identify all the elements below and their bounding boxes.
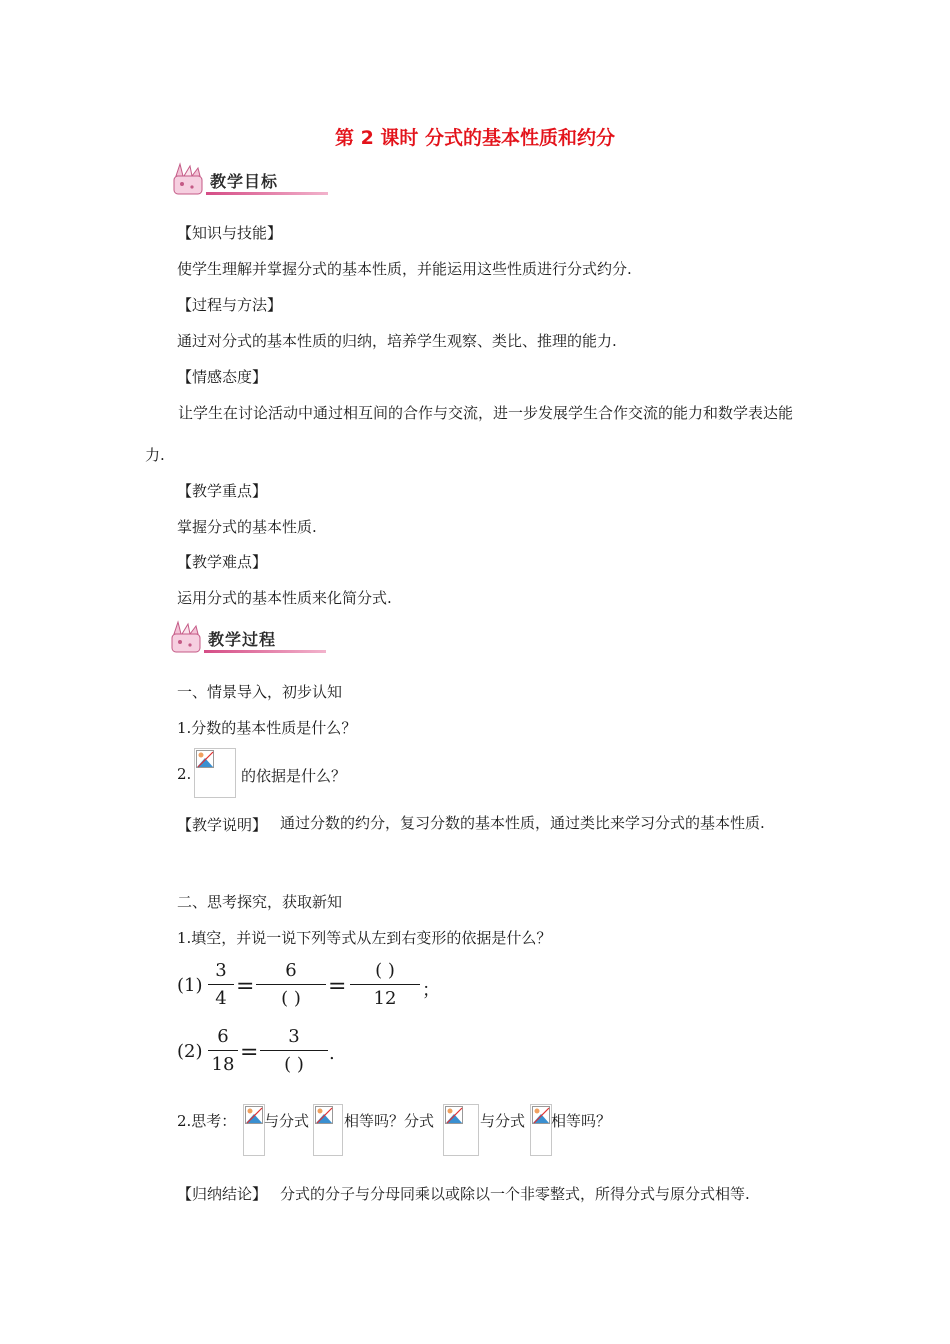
broken-image-icon xyxy=(443,1104,479,1156)
section-banner-process xyxy=(168,620,328,656)
equation-2-label: (2) xyxy=(177,1041,203,1062)
fraction xyxy=(260,1026,328,1075)
paragraph-method: 通过对分式的基本性质的归纳，培养学生观察、类比、推理的能力. xyxy=(177,332,617,350)
question-4-text-c: 与分式 xyxy=(480,1112,526,1130)
section-banner-goals xyxy=(170,162,330,198)
banner-label: 教学目标 xyxy=(210,172,279,191)
section-2-heading: 二、思考探究，获取新知 xyxy=(177,893,343,911)
page-title: 第 2 课时 分式的基本性质和约分 xyxy=(334,127,616,149)
numerator: ( ) xyxy=(375,960,395,981)
numerator: 6 xyxy=(285,960,297,981)
heading-attitude: 【情感态度】 xyxy=(177,368,268,386)
paragraph-attitude: 让学生在讨论活动中通过相互间的合作与交流，进一步发展学生合作交流的能力和数学表达能力. xyxy=(145,404,794,464)
teaching-note-label: 【教学说明】 xyxy=(177,816,268,834)
banner-underline xyxy=(204,650,326,653)
broken-image-icon xyxy=(243,1104,265,1156)
equation-2-end: . xyxy=(329,1043,335,1064)
numerator: 3 xyxy=(215,960,227,981)
broken-image-icon xyxy=(313,1104,343,1156)
question-1: 1.分数的基本性质是什么？ xyxy=(177,719,357,737)
equals-sign: = xyxy=(328,974,347,999)
question-4-text-a: 与分式 xyxy=(264,1112,310,1130)
paragraph-key-point: 掌握分式的基本性质. xyxy=(177,518,317,536)
fraction xyxy=(208,1026,238,1075)
heading-method: 【过程与方法】 xyxy=(177,296,283,314)
question-2-suffix: 的依据是什么？ xyxy=(241,767,347,785)
pencil-cup-icon xyxy=(170,162,208,198)
paragraph-difficulty: 运用分式的基本性质来化简分式. xyxy=(177,589,392,607)
broken-image-icon xyxy=(194,748,236,798)
denominator: ( ) xyxy=(281,988,301,1009)
heading-key-point: 【教学重点】 xyxy=(177,482,268,500)
heading-knowledge: 【知识与技能】 xyxy=(177,224,283,242)
numerator: 6 xyxy=(217,1026,229,1047)
fraction xyxy=(350,960,420,1009)
paragraph-knowledge: 使学生理解并掌握分式的基本性质，并能运用这些性质进行分式约分. xyxy=(177,260,632,278)
question-2-prefix: 2. xyxy=(177,765,192,783)
broken-image-icon xyxy=(530,1104,552,1156)
denominator: 4 xyxy=(215,988,227,1009)
pencil-cup-icon xyxy=(168,620,206,656)
denominator: 12 xyxy=(373,988,397,1009)
denominator: ( ) xyxy=(284,1054,304,1075)
question-3: 1.填空，并说一说下列等式从左到右变形的依据是什么？ xyxy=(177,929,552,947)
conclusion-label: 【归纳结论】 xyxy=(177,1185,268,1203)
equation-1-label: (1) xyxy=(177,975,203,996)
question-4-prefix: 2.思考： xyxy=(177,1112,237,1130)
banner-label: 教学过程 xyxy=(208,630,277,649)
heading-difficulty: 【教学难点】 xyxy=(177,553,268,571)
equals-sign: = xyxy=(236,974,255,999)
denominator: 18 xyxy=(211,1054,235,1075)
equation-1-end: ； xyxy=(422,980,440,1001)
teaching-note-text: 通过分数的约分，复习分数的基本性质，通过类比来学习分式的基本性质. xyxy=(280,814,765,832)
numerator: 3 xyxy=(288,1026,300,1047)
question-4-text-d: 相等吗？ xyxy=(551,1112,612,1130)
conclusion-text: 分式的分子与分母同乘以或除以一个非零整式，所得分式与原分式相等. xyxy=(280,1185,750,1203)
fraction xyxy=(208,960,234,1009)
question-4-text-b: 相等吗？分式 xyxy=(344,1112,435,1130)
banner-underline xyxy=(206,192,328,195)
equals-sign: = xyxy=(240,1040,259,1065)
section-1-heading: 一、情景导入，初步认知 xyxy=(177,683,343,701)
fraction xyxy=(256,960,326,1009)
